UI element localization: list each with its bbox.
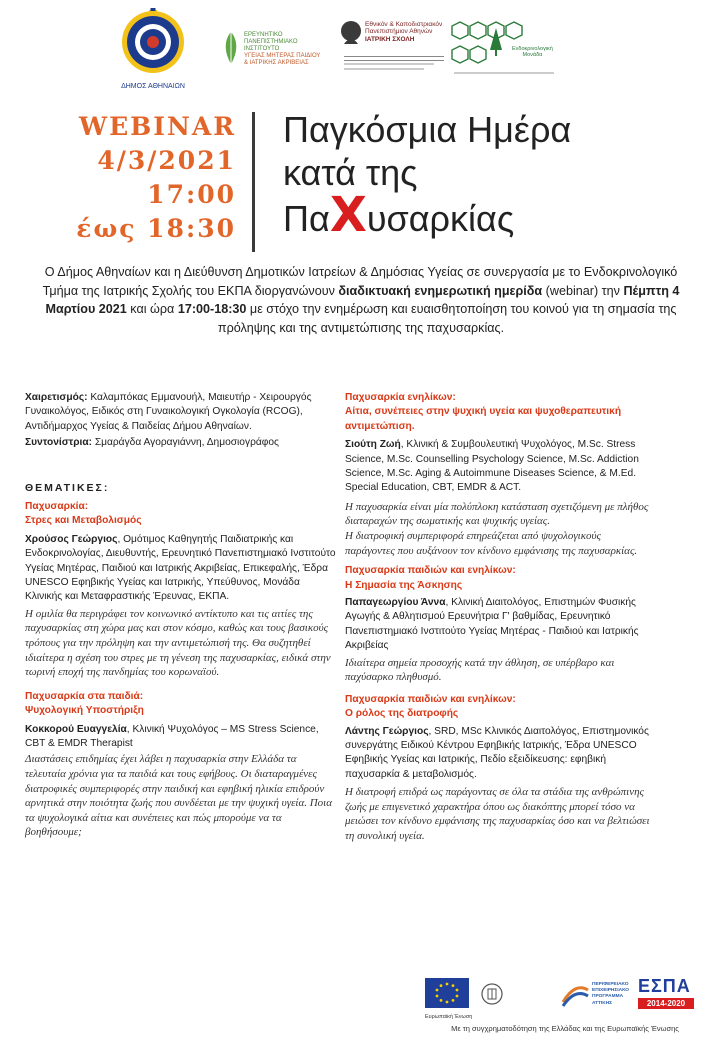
speaker: [25, 533, 337, 605]
session-abstract: Η διατροφική συμπεριφορά επηρεάζεται από ψυχολογικούς παράγοντες που αυξάνουν τον κίνδυνο εμφάνισης της παχυσαρκίας.: [345, 530, 638, 557]
session-subtitle: Η Σημασία της Άσκησης: [345, 579, 463, 591]
dimos-athinaion-logo: [113, 8, 193, 88]
dimos-logo-caption: ΔΗΜΟΣ ΑΘΗΝΑΙΩΝ: [121, 83, 185, 90]
event-title: [283, 108, 703, 243]
speaker: [345, 438, 650, 496]
cofinance-text: Με τη συγχρηματοδότηση της Ελλάδας και της Ευρωπαϊκής Ένωσης: [451, 1024, 679, 1033]
event-title-part: Πα: [283, 198, 330, 239]
endocrine-logo-line: Ενδοκρινολογική: [512, 46, 553, 52]
webinar-date: 4/3/2021: [97, 146, 236, 175]
left-column: [25, 391, 337, 840]
coordinator-text: Σμαράγδα Αγοραγιάννη, Δημοσιογράφος: [92, 437, 279, 449]
speaker: [345, 725, 650, 783]
speaker-credentials: , Ομότιμος Καθηγητής Παιδιατρικής και Ενδοκρινολογίας, Διευθυντής, Ερευνητικό Πανεπιστημιακό Ινστιτούτο Υγείας Μητέρας, Παιδιού και Ιατρικής Ακριβείας, Επικεφαλής, Έδρα UNESCO Εφηβικής Υγείας και Ιατρικής, Υπεύθυνος, Μονάδα Κλινικής και Μεταφραστικής Έρευνας, ΕΚΠΑ.: [25, 533, 336, 603]
dimos-emblem-icon: [113, 8, 193, 78]
session-title: Παχυσαρκία:: [25, 501, 89, 513]
session-abstract: Η ομιλία θα περιγράφει τον κοινωνικό αντίκτυπο και τις αιτίες της παχυσαρκίας στη χώρα μας και στον κόσμο, καθώς και τους βασικούς τρόπους για την πρόληψη και την αντιμετώπισή της. Θα συζητηθεί ιδιαίτερα η σχέση του στρες με τη γένεση της παχυσαρκίας, ειδικά στην τωρινή εποχή της πανδημίας του κορωναϊού.: [25, 607, 331, 679]
eu-flag-icon: [425, 978, 469, 1008]
attica-programme-logo: [560, 976, 636, 1016]
speaker: [345, 596, 650, 654]
topics-heading: ΘΕΜΑΤΙΚΕΣ:: [25, 481, 110, 494]
event-title-line: κατά της: [283, 152, 418, 193]
session-subtitle: Αίτια, συνέπειες στην ψυχική υγεία και ψυχοθεραπευτική αντιμετώπιση.: [345, 406, 622, 432]
coordinator: [25, 436, 337, 450]
intro-bold: 17:00-18:30: [177, 302, 247, 316]
speaker-credentials: , SRD, MSc Κλινικός Διαιτολόγος, Επιστημονικός συνεργάτης Ειδικού Κέντρου Εφηβικής Ιατρικής, Έδρα UNESCO Εφηβικής Υγείας και Ιατρικής, Πεδίο εξειδίκευσης: εφηβική παχυσαρκία & μεταβολισμός.: [345, 725, 649, 780]
university-logo-line: Πανεπιστήμιον Αθηνών: [365, 28, 433, 36]
university-logo-line: ΙΑΤΡΙΚΗ ΣΧΟΛΗ: [365, 35, 415, 43]
speaker-name: Σιούτη Ζωή: [345, 439, 401, 451]
institute-logo-line: ΠΑΝΕΠΙΣΤΗΜΙΑΚΟ: [244, 38, 298, 45]
greek-emblem-icon: [480, 982, 504, 1006]
institute-logo: [222, 30, 334, 70]
institute-logo-line: ΕΡΕΥΝΗΤΙΚΟ: [244, 32, 283, 38]
webinar-info: [20, 110, 236, 246]
university-logo: [340, 18, 450, 86]
eu-label: Ευρωπαϊκή Ένωση: [425, 1014, 473, 1020]
greeting-text: Καλαμπόκας Εμμανουήλ, Μαιευτήρ - Χειρουργός Γυναικολόγος, Ειδικός στη Γυναικολογική Ογκολογία (RCOG), Αντιδήμαρχος Υγείας & Παιδείας Δήμου Αθηναίων.: [25, 392, 312, 432]
speaker-name: Παπαγεωργίου Άννα: [345, 597, 446, 609]
attica-label-line: ΕΠΙΧΕΙΡΗΣΙΑΚΟ: [592, 988, 630, 994]
espa-years: 2014-2020: [638, 998, 694, 1009]
speaker-name: Χρούσος Γεώργιος: [25, 533, 118, 545]
speaker-credentials: , Κλινική Ψυχολόγος – MS Stress Science, CBT & EMDR Therapist: [25, 723, 319, 750]
event-title-line: Παγκόσμια Ημέρα: [283, 109, 572, 150]
attica-label-line: ΠΡΟΓΡΑΜΜΑ: [592, 994, 624, 1000]
event-title-line: [283, 187, 703, 243]
session-abstract: Η παχυσαρκία είναι μία πολύπλοκη κατάσταση σχετιζόμενη με πλήθος διαταραχών της σωματικής και ψυχικής υγείας.: [345, 500, 649, 528]
session-subtitle: Στρες και Μεταβολισμός: [25, 515, 142, 527]
intro-text: με στόχο την ενημέρωση και ευαισθητοποίηση του κοινού για τη σημασία της πρόληψης και της αντιμετώπισης της παχυσαρκίας.: [217, 302, 677, 335]
university-logo-line: Εθνικόν & Καποδιστριακόν: [365, 21, 443, 28]
endocrine-logo-line: Μονάδα: [522, 52, 543, 59]
intro-bold: Πέμπτη 4 Μαρτίου 2021: [45, 283, 680, 316]
event-title-part: υσαρκίας: [366, 198, 515, 239]
session-title: Παχυσαρκία στα παιδιά:: [25, 690, 144, 702]
attica-swoosh-icon: [560, 980, 590, 1010]
speaker: [25, 723, 337, 752]
session-subtitle: Ψυχολογική Υποστήριξη: [25, 705, 144, 717]
right-column: [345, 391, 650, 844]
coordinator-label: Συντονίστρια:: [25, 437, 92, 449]
webinar-start-time: 17:00: [147, 180, 236, 209]
intro-text: (webinar) την: [542, 283, 624, 298]
endocrine-unit-logo: [450, 20, 560, 82]
session-subtitle: Ο ρόλος της διατροφής: [345, 708, 459, 720]
espa-wordmark: ΕΣΠΑ: [638, 976, 691, 996]
session-title: Παχυσαρκία ενηλίκων:: [345, 392, 456, 403]
athena-head-icon: [340, 20, 362, 46]
greeting-label: Χαιρετισμός:: [25, 392, 88, 403]
session-abstract: Ιδιαίτερα σημεία προσοχής κατά την άθληση, σε υπέρβαρο και παχύσαρκο πληθυσμό.: [345, 656, 615, 684]
intro-paragraph: [30, 263, 692, 337]
institute-logo-line: ΙΝΣΤΙΤΟΥΤΟ: [244, 45, 280, 52]
session-abstract: Η διατροφή επιδρά ως παράγοντας σε όλα τα στάδια της ανθρώπινης ζωής με επιγενετικό χαρακτήρα όπου ως διακόπτης μπορεί τόσο να μειώσει τον κίνδυνο εμφάνισης της παχυσαρκίας όσο και να βελτιώσει τη συνολική υγεία.: [345, 786, 650, 843]
session-abstract: Διαστάσεις επιδημίας έχει λάβει η παχυσαρκία στην Ελλάδα τα τελευταία χρόνια για τα παιδιά και τους εφήβους. Οι διαταραγμένες διατροφικές συμπεριφορές στην παιδική και εφηβική ηλικία επιδρούν αρνητικά στην ποιότητα ζωής που συνδέεται με την ψυχική υγεία. Ποια τα ψυχολογικά αίτια και συνέπειες και πώς μπορούμε να τα βοηθήσουμε;: [25, 753, 333, 839]
speaker-name: Λάντης Γεώργιος: [345, 725, 429, 737]
attica-label-line: ΑΤΤΙΚΗΣ: [592, 1000, 613, 1006]
speaker-credentials: , Κλινική Διαιτολόγος, Επιστημών Φυσικής Αγωγής & Αθλητισμού Ερευνήτρια Γ' βαθμίδας, Ερευνητικό Πανεπιστημιακό Ινστιτούτο Υγείας Μητέρας - Παιδιού και Ιατρικής Ακριβείας: [345, 597, 639, 652]
attica-label-line: ΠΕΡΙΦΕΡΕΙΑΚΟ: [592, 982, 629, 987]
intro-text: και ώρα: [126, 302, 178, 316]
greek-emblem-logo: [480, 982, 504, 1006]
speaker-name: Κοκκορού Ευαγγελία: [25, 723, 127, 735]
speaker-credentials: , Κλινική & Συμβουλευτική Ψυχολόγος, M.Sc. Stress Science, M.Sc. Counselling Psychology Science, M.Sc. Addiction Science, M.Sc. Aging & Autoimmune Diseases Science, & M.Ed. Special Education, CBT, EMDR & ACT.: [345, 439, 639, 494]
webinar-end-time: έως 18:30: [76, 214, 236, 243]
institute-logo-line: & ΙΑΤΡΙΚΗΣ ΑΚΡΙΒΕΙΑΣ: [244, 59, 309, 66]
eu-logo: [425, 978, 473, 1018]
intro-text: Ο Δήμος Αθηναίων και η Διεύθυνση Δημοτικών Ιατρείων & Δημόσιας Υγείας σε συνεργασία με το Ενδοκρινολογικό Τμήμα της Ιατρικής Σχολής του ΕΚΠΑ διοργανώνουν: [42, 265, 678, 298]
session-title: Παχυσαρκία παιδιών και ενηλίκων:: [345, 693, 516, 705]
webinar-label: WEBINAR: [79, 112, 236, 141]
greeting: [25, 391, 337, 434]
title-red-x: X: [329, 187, 367, 243]
institute-logo-line: ΥΓΕΙΑΣ ΜΗΤΕΡΑΣ ΠΑΙΔΙΟΥ: [244, 52, 321, 59]
endocrine-hexagons-icon: [450, 20, 560, 68]
banner-divider: [252, 112, 255, 252]
session-title: Παχυσαρκία παιδιών και ενηλίκων:: [345, 565, 516, 577]
intro-bold: διαδικτυακή ενημερωτική ημερίδα: [338, 283, 543, 298]
institute-leaf-icon: [222, 30, 240, 66]
espa-logo: [638, 976, 704, 1016]
